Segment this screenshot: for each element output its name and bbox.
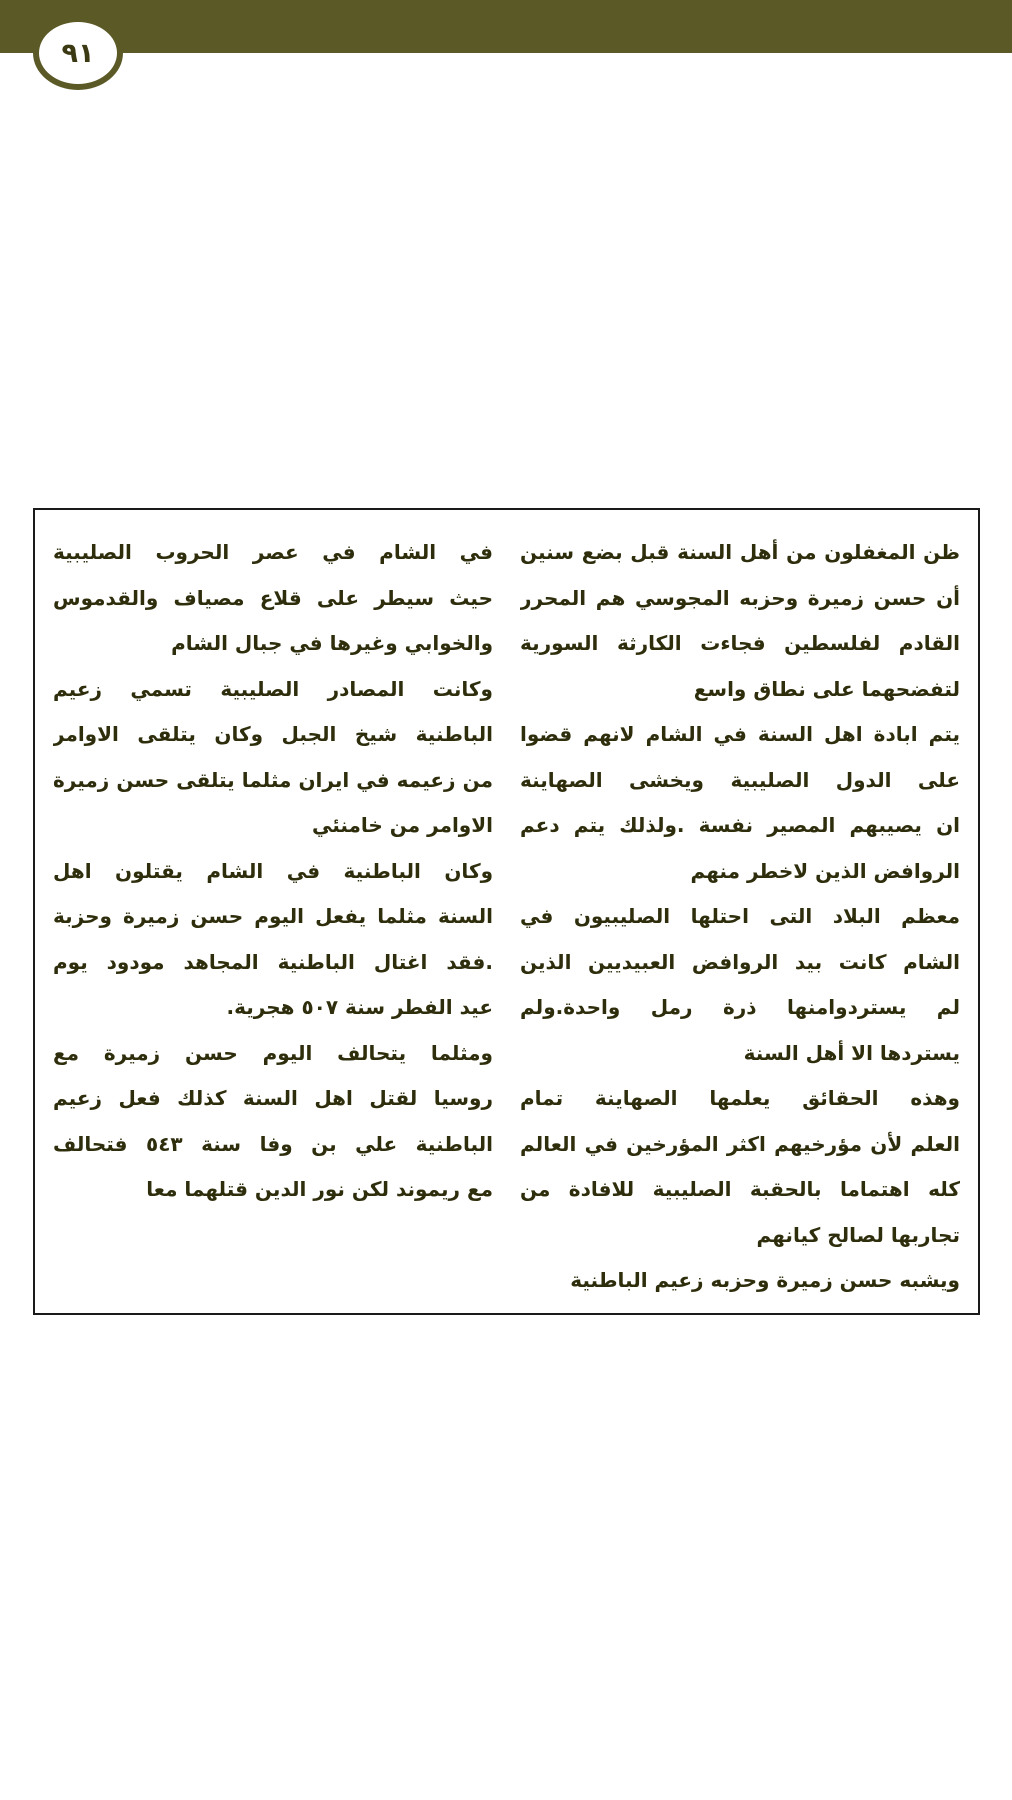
left-column-line-7: الاوامر من خامنئي	[311, 813, 493, 837]
right-column-line-9: معظم البلاد التى احتلها الصليبيون في	[520, 904, 960, 928]
right-column-line-16: تجاربها لصالح كيانهم	[756, 1222, 960, 1247]
left-column-line-10: .فقد اغتال الباطنية المجاهد مودود يوم	[53, 949, 493, 974]
right-column-line-8: الروافض الذين لاخطر منهم	[690, 858, 960, 883]
left-column-line-4: وكانت المصادر الصليبية تسمي زعيم	[53, 676, 493, 701]
left-column-line-14: الباطنية علي بن وفا سنة ٥٤٣ فتحالف	[53, 1131, 493, 1156]
left-column-line-3: والخوابي وغيرها في جبال الشام	[171, 631, 493, 655]
article-column-left	[53, 530, 493, 1213]
left-column-line-11: عيد الفطر سنة ٥٠٧ هجرية.	[226, 995, 493, 1019]
right-column-line-10: الشام كانت بيد الروافض العبيديين الذين	[520, 949, 960, 974]
left-column-line-5: الباطنية شيخ الجبل وكان يتلقى الاوامر	[53, 722, 493, 746]
page-number-badge	[33, 16, 123, 90]
header-bar	[0, 0, 1012, 53]
right-column-line-12: يستردها الا أهل السنة	[743, 1040, 960, 1065]
right-column-line-6: على الدول الصليبية ويخشى الصهاينة	[520, 767, 960, 792]
left-column-line-15: مع ريموند لكن نور الدين قتلهما معا	[146, 1177, 493, 1201]
right-column-line-1: ظن المغفلون من أهل السنة قبل بضع سنين	[520, 540, 960, 564]
right-column-line-5: يتم ابادة اهل السنة في الشام لانهم قضوا	[520, 722, 960, 746]
left-column-line-12: ومثلما يتحالف اليوم حسن زميرة مع	[53, 1040, 493, 1065]
right-column-line-14: العلم لأن مؤرخيهم اكثر المؤرخين في العالم	[520, 1131, 960, 1156]
right-column-line-13: وهذه الحقائق يعلمها الصهاينة تمام	[520, 1086, 960, 1110]
left-column-line-13: روسيا لقتل اهل السنة كذلك فعل زعيم	[53, 1086, 493, 1110]
left-column-line-1: في الشام في عصر الحروب الصليبية	[53, 540, 493, 564]
right-column-line-15: كله اهتماما بالحقبة الصليبية للافادة من	[520, 1177, 960, 1201]
right-column-line-2: أن حسن زميرة وحزبه المجوسي هم المحرر	[520, 585, 960, 610]
left-column-line-2: حيث سيطر على قلاع مصياف والقدموس	[53, 585, 493, 610]
right-column-line-17: ويشبه حسن زميرة وحزبه زعيم الباطنية	[570, 1268, 960, 1292]
right-column-line-4: لتفضحهما على نطاق واسع	[693, 676, 960, 701]
right-column-line-3: القادم لفلسطين فجاءت الكارثة السورية	[520, 631, 960, 655]
left-column-line-6: من زعيمه في ايران مثلما يتلقى حسن زميرة	[53, 767, 493, 792]
left-column-line-9: السنة مثلما يفعل اليوم حسن زميرة وحزبة	[53, 904, 493, 928]
left-column-line-8: وكان الباطنية في الشام يقتلون اهل	[53, 858, 493, 883]
page-number: ٩١	[61, 37, 95, 69]
right-column-line-7: ان يصيبهم المصير نفسة .ولذلك يتم دعم	[520, 813, 960, 837]
article-column-right	[520, 530, 960, 1304]
right-column-line-11: لم يستردوامنها ذرة رمل واحدة.ولم	[520, 995, 960, 1019]
article-frame	[33, 508, 980, 1315]
